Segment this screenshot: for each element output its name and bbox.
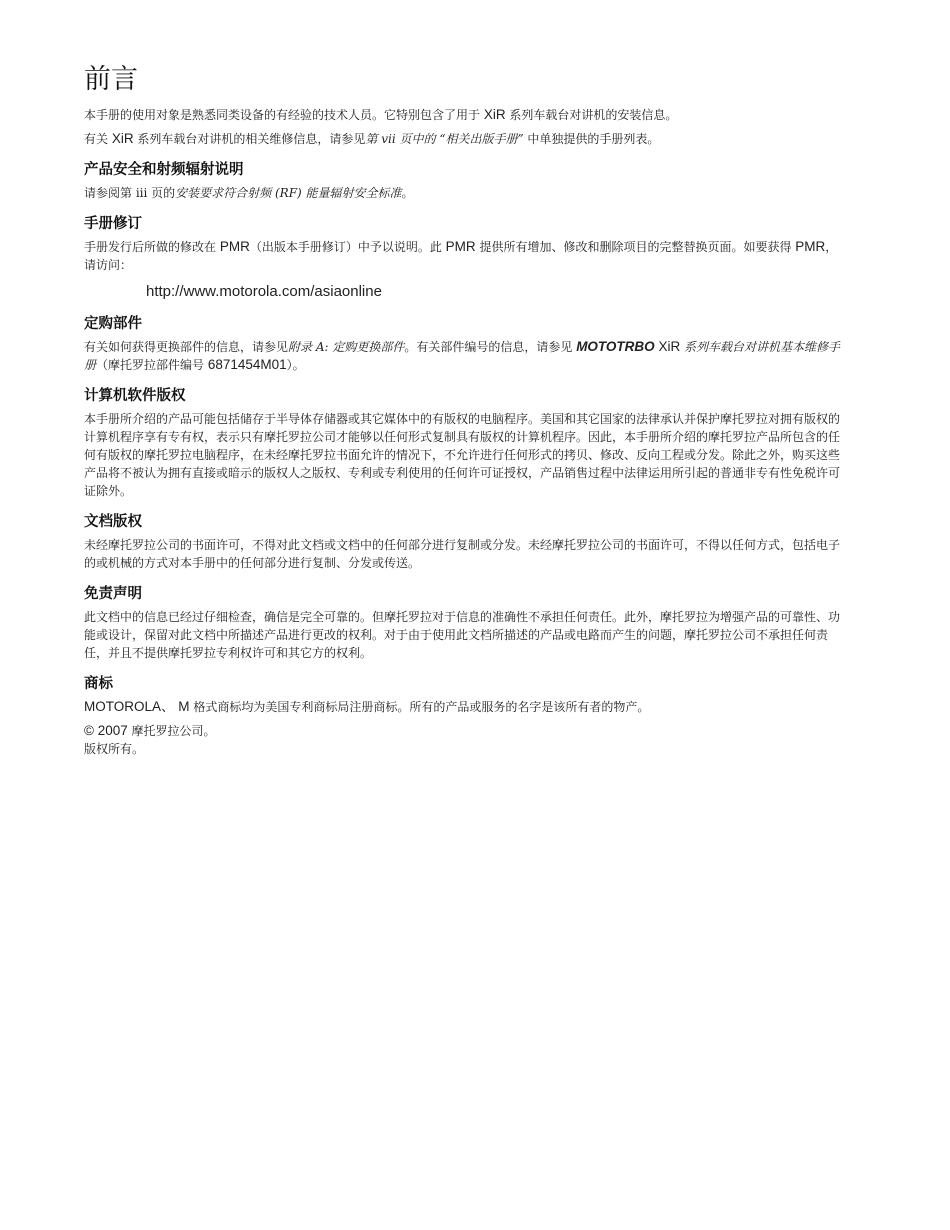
trademarks-paragraph (84, 698, 840, 716)
ordering-text: 有关如何获得更换部件的信息，请参见 (84, 340, 289, 354)
disclaimer-paragraph: 此文档中的信息已经过仔细检查，确信是完全可靠的。但摩托罗拉对于信息的准确性不承担任何责任。此外，摩托罗拉为增强产品的可靠性、功能或设计，保留对此文档中所描述产品进行更改的权利。对于由于使用此文档所描述的产品或电路而产生的问题，摩托罗拉公司不承担任何责任，并且不提供摩托罗拉专利权许可和其它方的权利。 (84, 610, 841, 660)
copyright-owner: 摩托罗拉公司。 (127, 724, 216, 738)
pmr-term: PMR (445, 239, 476, 254)
revisions-text: 提供所有增加、修改和删除项目的完整替换页面。如要获得 (475, 240, 796, 254)
safety-paragraph (84, 184, 840, 202)
revisions-text: ，请访问： (84, 240, 838, 272)
rf-safety-reference: 安装要求符合射频 (RF) 能量辐射安全标准 (175, 186, 402, 200)
publications-reference: 第 vii 页中的 “相关出版手册” (365, 132, 524, 146)
trademarks-text: 格式商标均为美国专利商标局注册商标。所有的产品或服务的名字是该所有者的物产。 (189, 700, 650, 714)
ordering-text: （摩托罗拉部件编号 (96, 358, 208, 372)
software-heading: 计算机软件版权 (84, 388, 186, 404)
intro-xir: XiR (483, 107, 506, 122)
safety-text: 请参阅第 iii 页的 (84, 186, 176, 200)
intro-paragraph-1 (84, 106, 840, 124)
intro-xir: XiR (111, 131, 134, 146)
ordering-text: ）。 (286, 358, 305, 372)
revisions-text: （出版本手册修订）中予以说明。此 (249, 240, 446, 254)
intro-paragraph-2 (84, 130, 840, 148)
appendix-reference: 附录 A: 定购更换部件 (288, 340, 405, 354)
intro-text: 系列车载台对讲机的安装信息。 (505, 108, 678, 122)
revisions-text: 手册发行后所做的修改在 (84, 240, 220, 254)
intro-text: 本手册的使用对象是熟悉同类设备的有经验的技术人员。它特别包含了用于 (84, 108, 484, 122)
intro-text: 有关 (84, 132, 112, 146)
doc-copyright-paragraph: 未经摩托罗拉公司的书面许可，不得对此文档或文档中的任何部分进行复制或分发。未经摩托罗拉公司的书面许可，不得以任何方式，包括电子的或机械的方式对本手册中的任何部分进行复制、分发或传送。 (84, 538, 841, 570)
pmr-term: PMR (219, 239, 250, 254)
safety-text: 。 (401, 186, 414, 200)
intro-text: 中单独提供的手册列表。 (523, 132, 660, 146)
software-paragraph: 本手册所介绍的产品可能包括储存于半导体存储器或其它媒体中的有版权的电脑程序。美国和其它国家的法律承认并保护摩托罗拉对拥有版权的计算机程序享有专有权，表示只有摩托罗拉公司才能够以任何形式复制具有版权的计算机程序。因此，本手册所介绍的摩托罗拉产品所包含的任何有版权的摩托罗拉电脑程序，在未经摩托罗拉书面允许的情况下，不允许进行任何形式的拷贝、修改、反向工程或分发。除此之外，购买这些产品将不被认为拥有直接或暗示的版权人之版权、专利或专利使用的任何许可证授权，产品销售过程中法律运用所引起的普通非专有性免税许可证除外。 (84, 412, 841, 498)
ordering-paragraph (84, 338, 840, 374)
rights-reserved: 版权所有。 (84, 742, 145, 756)
page-title: 前言 (84, 64, 138, 95)
pmr-term: PMR (795, 239, 826, 254)
copyright-year: © 2007 (84, 723, 128, 738)
xir-term: XiR (654, 339, 684, 354)
disclaimer-heading: 免责声明 (84, 586, 142, 602)
mototrbo-brand: MOTOTRBO (576, 339, 655, 354)
trademarks-heading: 商标 (84, 676, 113, 692)
doc-copyright-heading: 文档版权 (84, 514, 142, 530)
preface-page (84, 62, 840, 764)
ordering-heading: 定购部件 (84, 316, 142, 332)
intro-text: 系列车载台对讲机的相关维修信息，请参见 (133, 132, 366, 146)
copyright-line (84, 722, 840, 740)
ordering-text: 。有关部件编号的信息，请参见 (404, 340, 577, 354)
service-manual-reference: 系列车载台对讲机基本维修手册 (84, 340, 840, 372)
trademark-names: MOTOROLA、 M (84, 699, 190, 714)
part-number: 6871454M01 (207, 357, 287, 372)
safety-heading: 产品安全和射频辐射说明 (84, 162, 244, 178)
motorola-url-link[interactable]: http://www.motorola.com/asiaonline (146, 283, 382, 300)
revisions-paragraph (84, 238, 840, 274)
revisions-heading: 手册修订 (84, 216, 142, 232)
